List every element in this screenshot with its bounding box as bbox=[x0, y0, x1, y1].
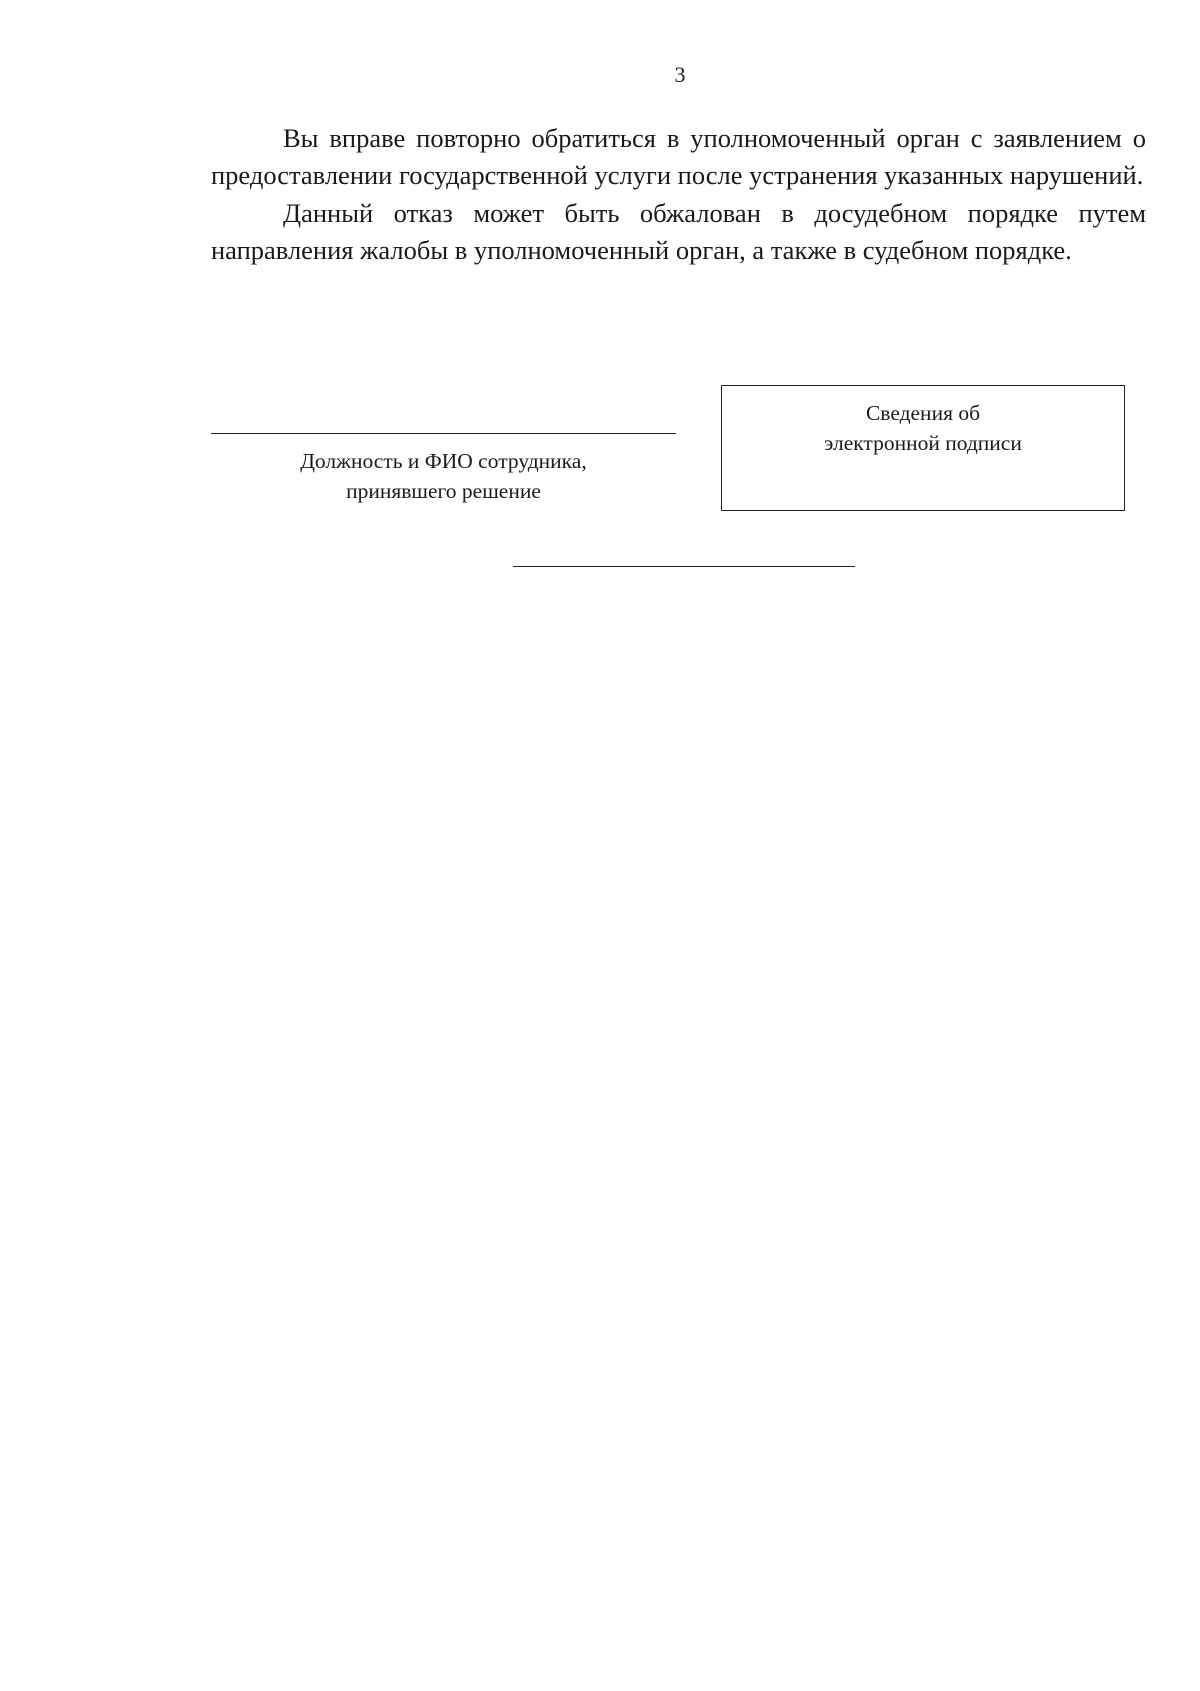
e-signature-line2: электронной подписи bbox=[824, 431, 1022, 455]
paragraph-resubmit: Вы вправе повторно обратиться в уполномоченный орган с заявлением о предоставлении государственной услуги после устранения указанных нарушений. bbox=[211, 123, 1146, 190]
signature-line bbox=[211, 433, 676, 434]
paragraph-appeal: Данный отказ может быть обжалован в досудебном порядке путем направления жалобы в уполномоченный орган, а также в судебном порядке. bbox=[211, 198, 1146, 265]
body-text bbox=[211, 120, 1146, 270]
end-of-document-line bbox=[513, 566, 855, 567]
e-signature-box bbox=[721, 385, 1125, 511]
page-number: 3 bbox=[674, 62, 686, 87]
e-signature-line1: Сведения об bbox=[865, 401, 981, 425]
signature-caption-line2: принявшего решение bbox=[346, 479, 541, 503]
signature-caption-line1: Должность и ФИО сотрудника, bbox=[300, 449, 587, 473]
signature-caption bbox=[211, 446, 676, 506]
